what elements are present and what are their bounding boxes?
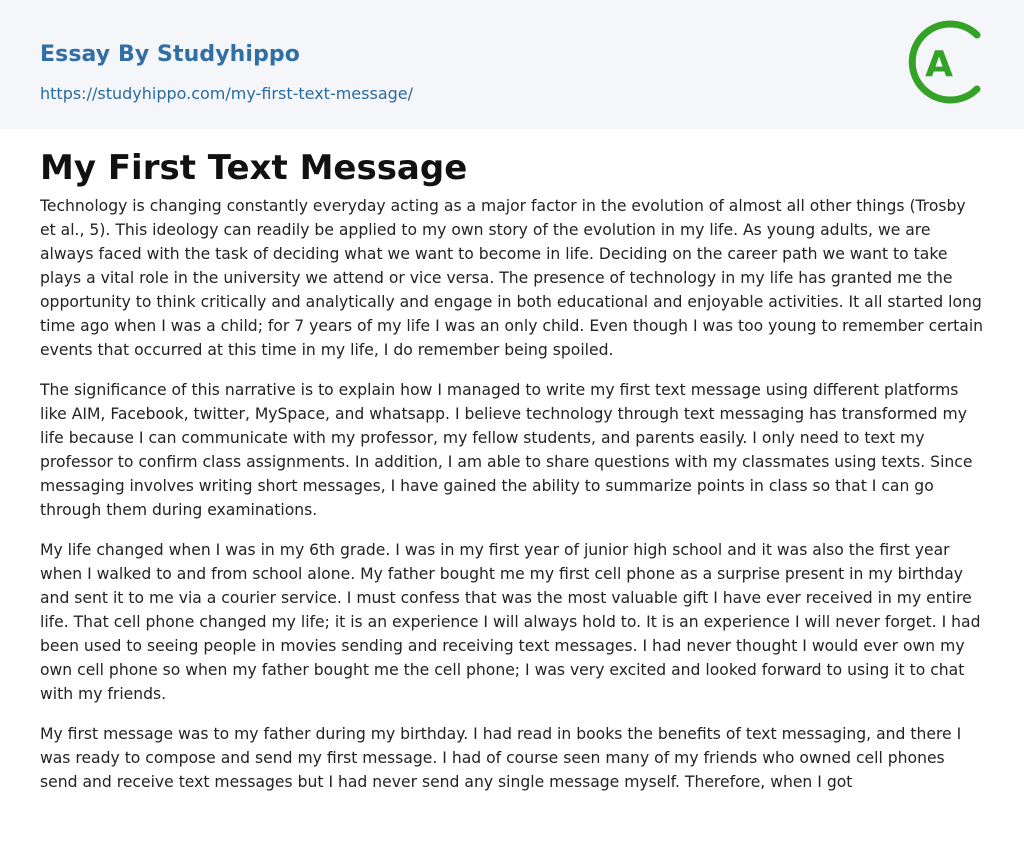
studyhippo-logo-icon[interactable] — [908, 18, 988, 106]
site-header — [0, 0, 1024, 129]
article-title: My First Text Message — [40, 148, 468, 188]
article-paragraph: The significance of this narrative is to explain how I managed to write my first text message using different platforms like AIM, Facebook, twitter, MySpace, and whatsapp. I believe technology through text messaging has transformed my life because I can communicate with my professor, my fellow students, and parents easily. I only need to text my professor to confirm class assignments. In addition, I am able to share questions with my classmates using texts. Since messaging involves writing short messages, I have gained the ability to summarize points in class so that I can go through them during examinations. — [40, 381, 973, 519]
article-url-link[interactable]: https://studyhippo.com/my-first-text-message/ — [40, 84, 414, 103]
article-paragraph: My first message was to my father during my birthday. I had read in books the benefits of text messaging, and there I was ready to compose and send my first message. I had of course seen many of my friends who owned cell phones send and receive text messages but I had never send any single message myself. Therefore, when I got — [40, 725, 962, 791]
article-paragraph: My life changed when I was in my 6th grade. I was in my first year of junior high school and it was also the first year when I walked to and from school alone. My father bought me my first cell phone as a surprise present in my birthday and sent it to me via a courier service. I must confess that was the most valuable gift I have ever received in my entire life. That cell phone changed my life; it is an experience I will always hold to. It is an experience I will never forget. I had been used to seeing people in movies sending and receiving text messages. I had never thought I would ever own my own cell phone so when my father bought me the cell phone; I was very excited and looked forward to using it to chat with my friends. — [40, 541, 981, 703]
article-content — [40, 142, 986, 810]
logo-letter: A — [925, 44, 953, 85]
site-brand[interactable]: Essay By Studyhippo — [40, 42, 300, 67]
article-paragraph: Technology is changing constantly everyday acting as a major factor in the evolution of almost all other things (Trosby et al., 5). This ideology can readily be applied to my own story of the evolution in my life. As young adults, we are always faced with the task of deciding what we want to become in life. Deciding on the career path we want to take plays a vital role in the university we attend or vice versa. The presence of technology in my life has granted me the opportunity to think critically and analytically and engage in both educational and enjoyable activities. It all started long time ago when I was a child; for 7 years of my life I was an only child. Even though I was too young to remember certain events that occurred at this time in my life, I do remember being spoiled. — [40, 197, 984, 359]
